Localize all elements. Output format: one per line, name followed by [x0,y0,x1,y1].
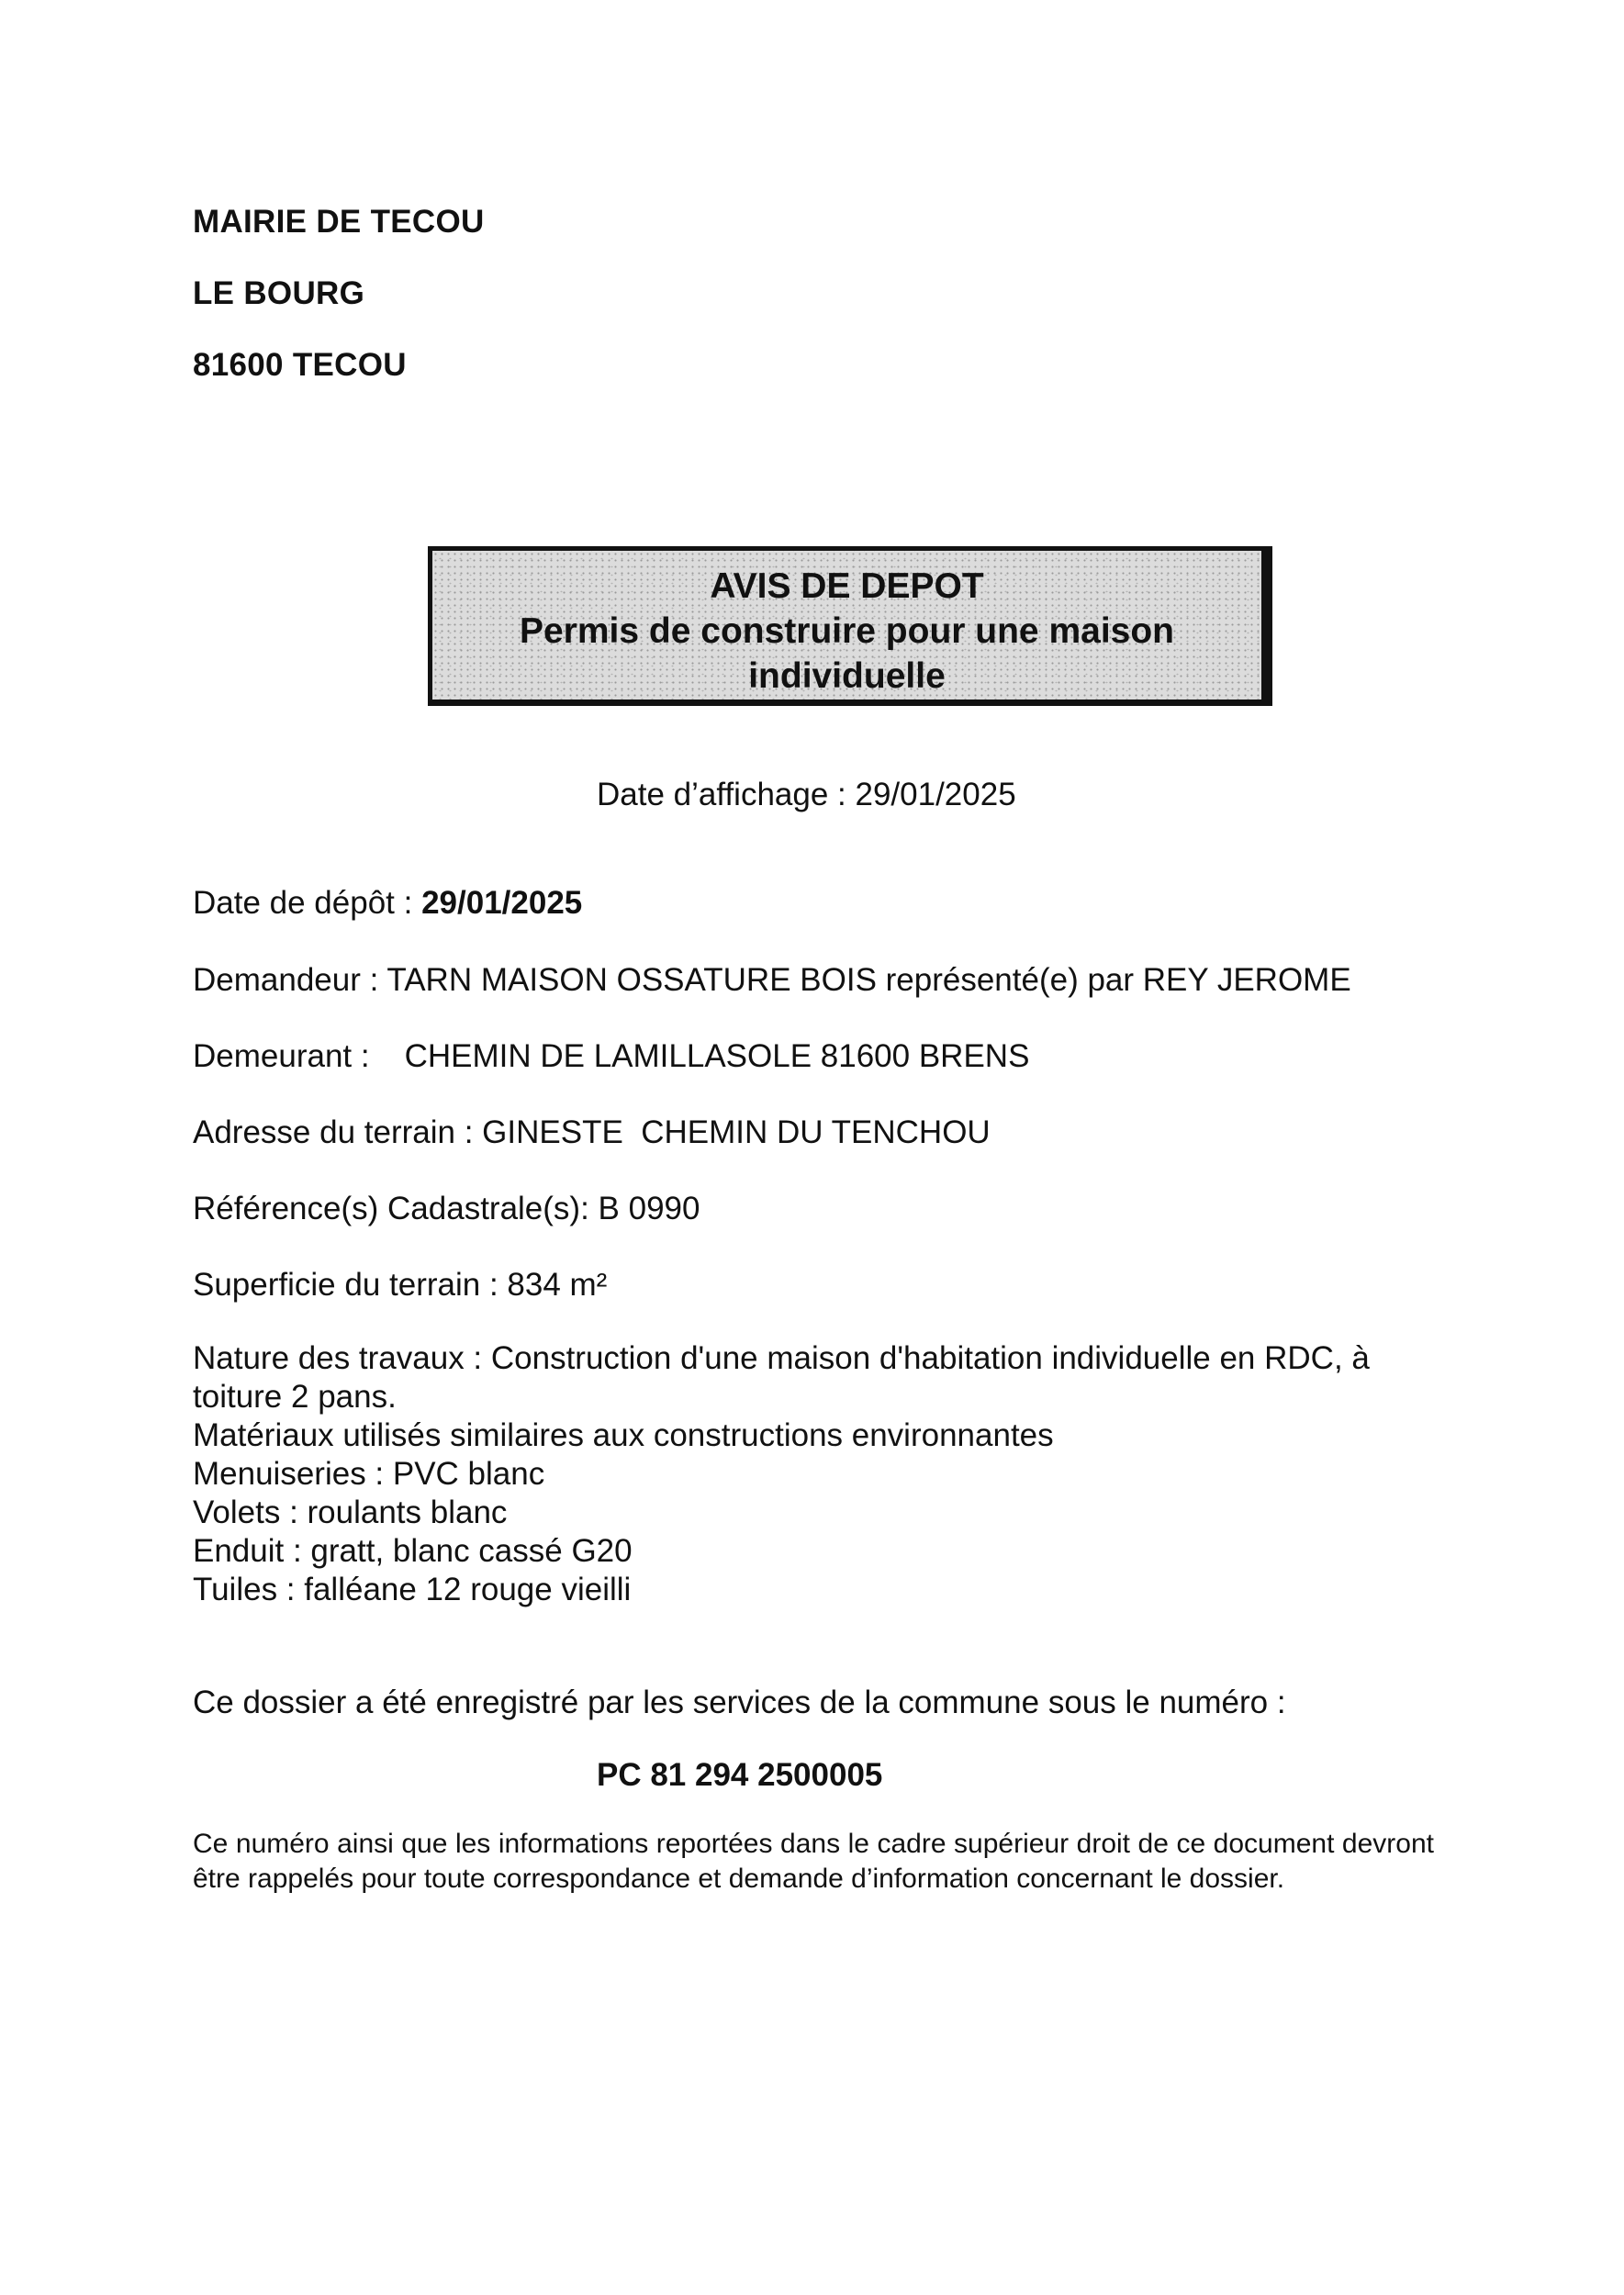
reference-cadastrale: Référence(s) Cadastrale(s): B 0990 [193,1191,700,1226]
superficie-terrain: Superficie du terrain : 834 m² [193,1267,608,1303]
registration-intro: Ce dossier a été enregistré par les services de la commune sous le numéro : [193,1685,1286,1720]
title-box [428,546,1272,706]
demeurant [193,1038,1029,1075]
date-affichage: Date d’affichage : 29/01/2025 [597,777,1016,812]
title-line-2: Permis de construire pour une maison [519,611,1174,651]
nature-travaux [193,1339,1370,1609]
title-line-3: individuelle [748,656,946,696]
nature-line-2: toiture 2 pans. [193,1379,397,1415]
registration-number: PC 81 294 2500005 [597,1757,883,1793]
nature-line-3: Matériaux utilisés similaires aux constructions environnantes [193,1417,1054,1453]
mairie-street: LE BOURG [193,275,365,311]
date-depot [193,885,582,922]
date-depot-label: Date de dépôt : [193,885,422,921]
date-depot-value: 29/01/2025 [421,885,583,921]
nature-line-4: Menuiseries : PVC blanc [193,1456,545,1492]
nature-line-5: Volets : roulants blanc [193,1495,508,1530]
nature-line-1: Nature des travaux : Construction d'une maison d'habitation individuelle en RDC, à [193,1340,1370,1376]
mairie-city: 81600 TECOU [193,347,407,383]
title-line-1: AVIS DE DEPOT [710,566,984,606]
demeurant-label: Demeurant : [193,1038,370,1074]
demeurant-value: CHEMIN DE LAMILLASOLE 81600 BRENS [404,1038,1030,1074]
nature-line-6: Enduit : gratt, blanc cassé G20 [193,1533,633,1569]
demandeur: Demandeur : TARN MAISON OSSATURE BOIS représenté(e) par REY JEROME [193,962,1351,998]
registration-note: Ce numéro ainsi que les informations reportées dans le cadre supérieur droit de ce document devront être rappelés pour toute correspondance et demande d’information concernant le dossier. [193,1829,1434,1894]
mairie-name: MAIRIE DE TECOU [193,204,485,240]
adresse-terrain: Adresse du terrain : GINESTE CHEMIN DU TENCHOU [193,1114,991,1150]
nature-line-7: Tuiles : falléane 12 rouge vieilli [193,1572,632,1607]
